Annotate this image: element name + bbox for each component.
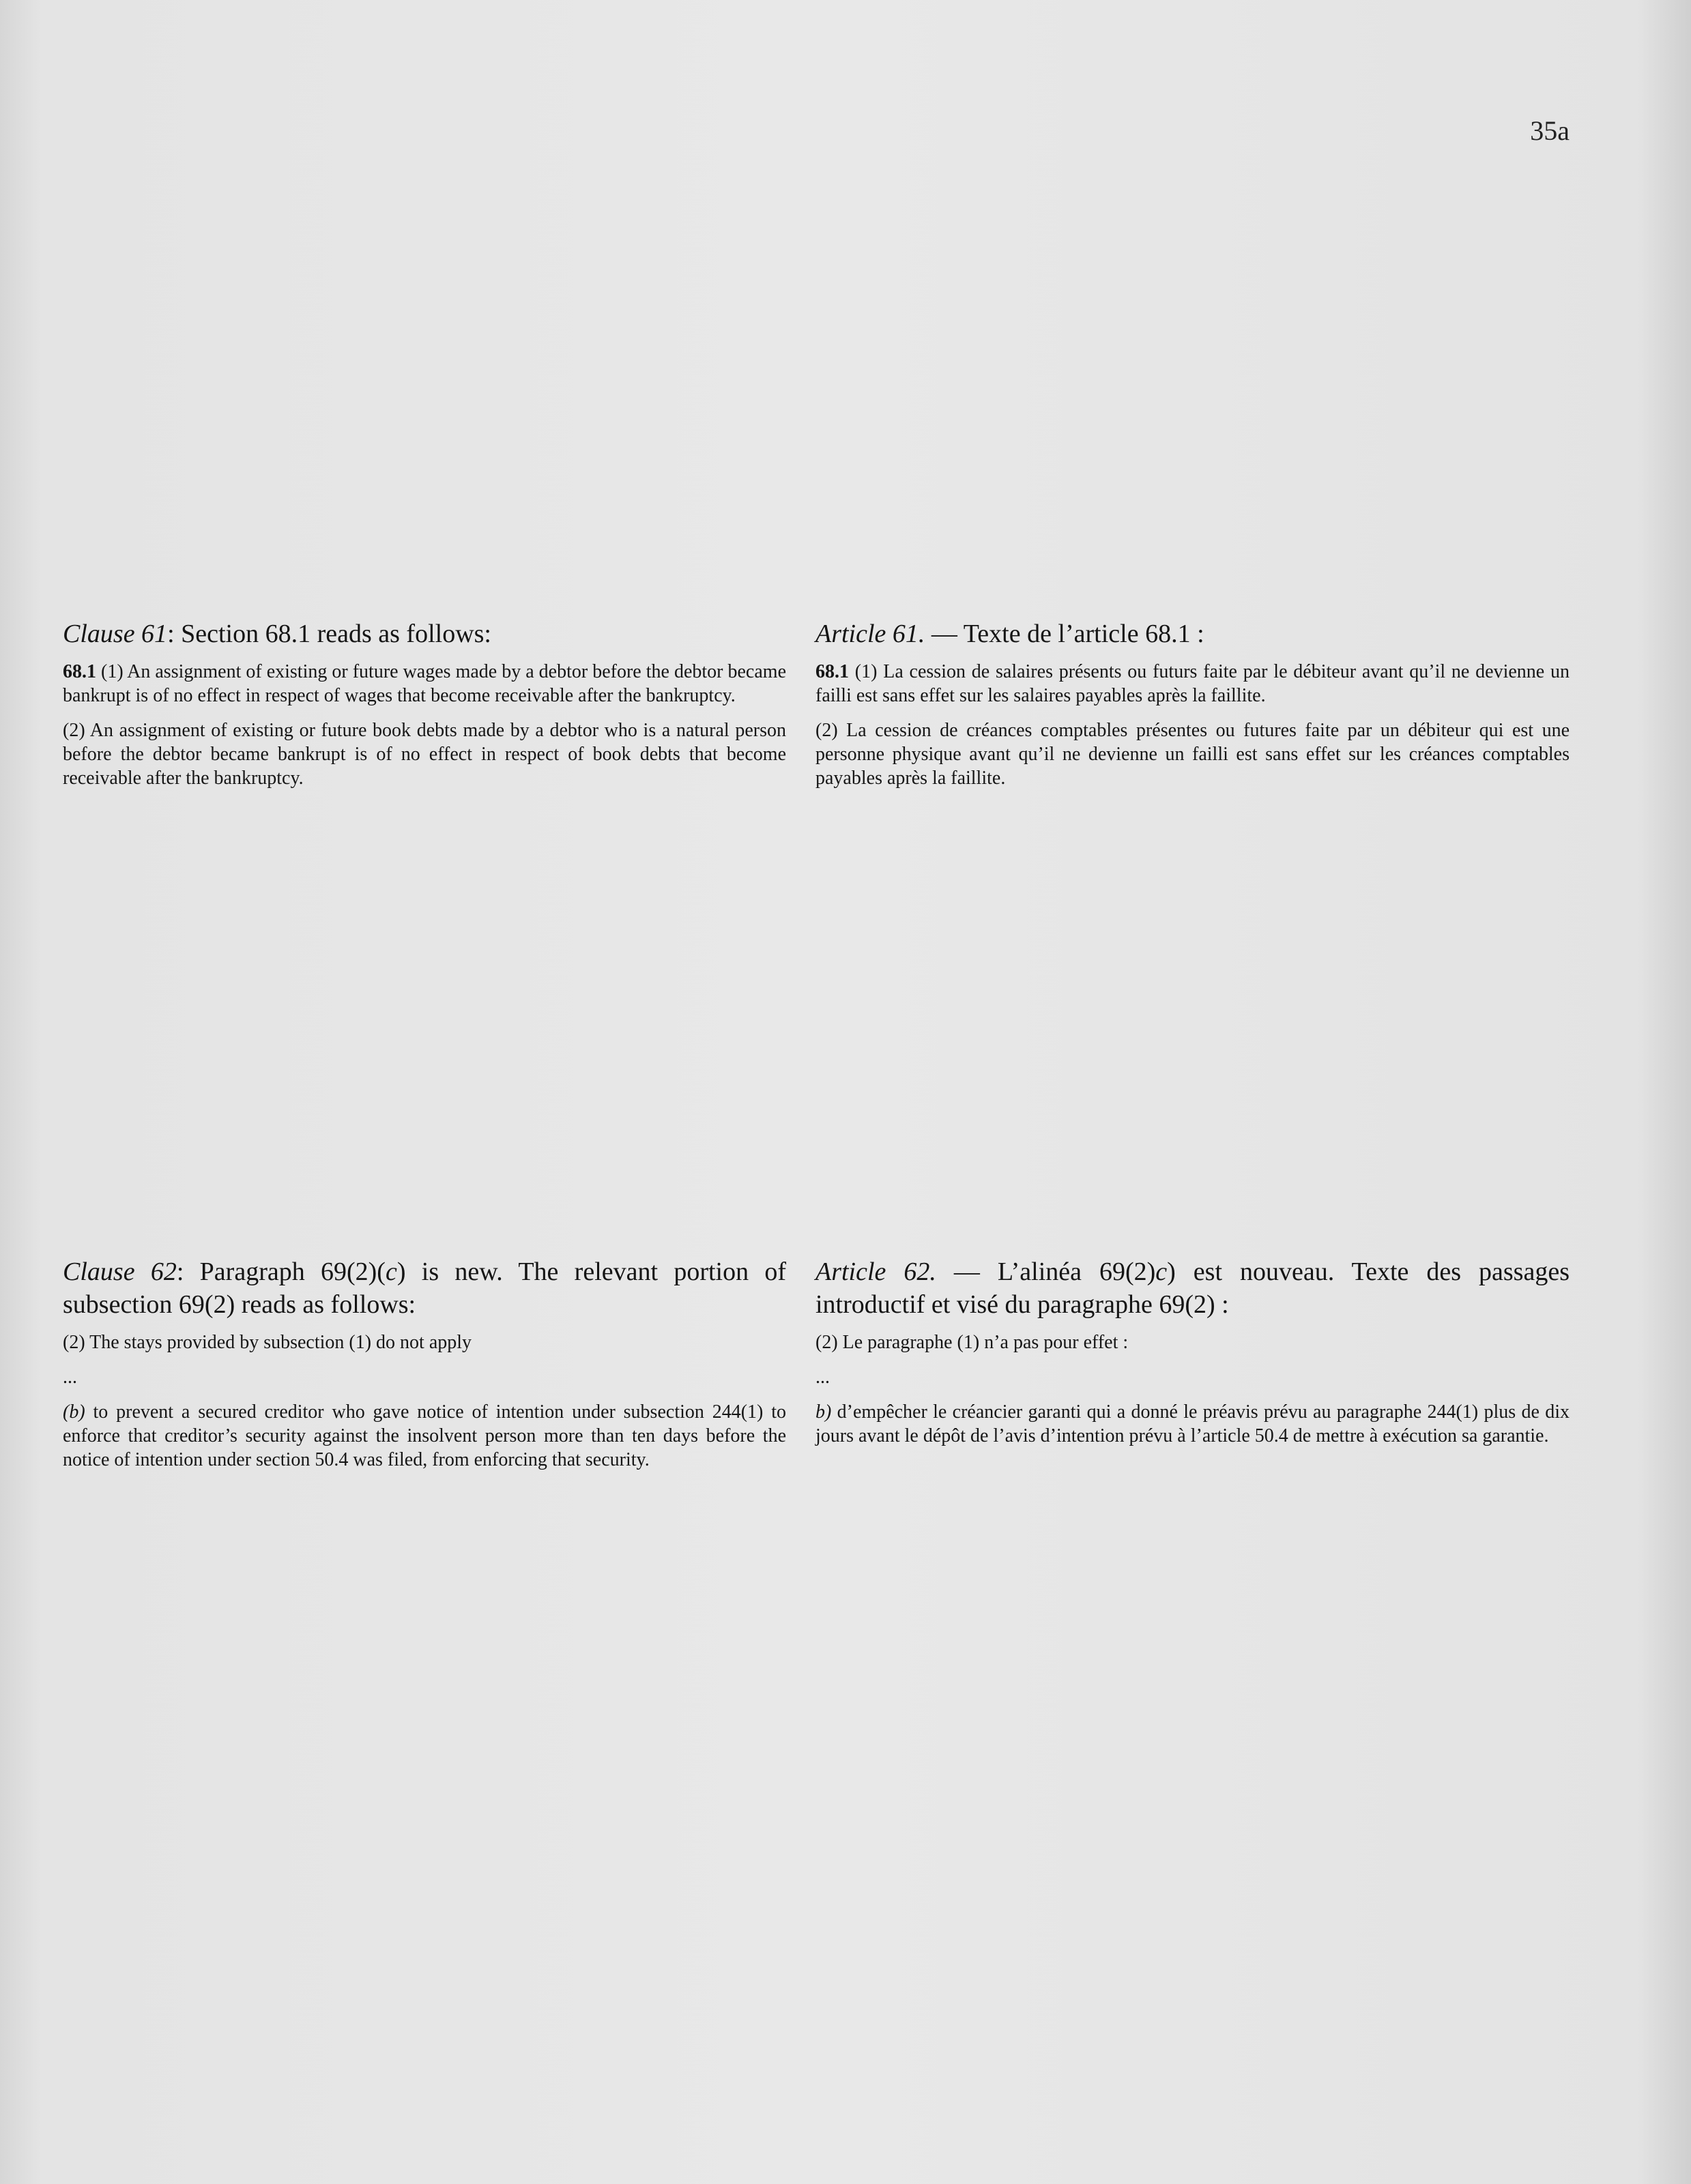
paragraph-letter: c (385, 1257, 397, 1286)
article-62-label: Article 62. (815, 1257, 936, 1286)
article-61-heading-text: — Texte de l’article 68.1 : (925, 620, 1204, 648)
article-text: (1) La cession de salaires présents ou futurs faite par le débiteur avant qu’il ne devienne un failli est sans effet sur les salaires payables après la faillite. (815, 661, 1570, 706)
article-62-french (815, 1255, 1570, 1459)
clause-61-english (63, 617, 786, 801)
clause-62-heading (63, 1255, 786, 1321)
article-68-1-paragraphe-2: (2) La cession de créances comptables présentes ou futures faite par un débiteur qui est une personne physique avant qu’il ne devienne un failli est sans effet sur les créances comptables payables après la faillite. (815, 720, 1570, 789)
article-61-label: Article 61. (815, 620, 925, 648)
subsection-69-2-intro: (2) The stays provided by subsection (1) do not apply (63, 1332, 472, 1353)
section-68-1-subsection-1 (63, 660, 786, 708)
clause-62-english (63, 1255, 786, 1483)
paragraphe-69-2-intro: (2) Le paragraphe (1) n’a pas pour effet : (815, 1332, 1129, 1353)
article-62-heading (815, 1255, 1570, 1321)
clause-62-label: Clause 62 (63, 1257, 177, 1286)
alinea-text: d’empêcher le créancier garanti qui a donné le préavis prévu au paragraphe 244(1) plus de dix jours avant le dépôt de l’avis d’intention prévu à l’article 50.4 de mettre à exécution sa garantie. (815, 1401, 1570, 1446)
clause-62-heading-text: : Paragraph 69(2)( (176, 1257, 386, 1286)
clause-61-label: Clause 61 (63, 620, 168, 648)
paragraph-letter-b: (b) (63, 1401, 85, 1423)
article-61-heading (815, 617, 1570, 650)
alinea-letter-b: b) (815, 1401, 832, 1423)
article-68-1-paragraphe-1 (815, 660, 1570, 708)
alinea-letter: c (1155, 1257, 1168, 1286)
clause-61-heading (63, 617, 786, 650)
article-62-heading-text: — L’alinéa 69(2) (936, 1257, 1156, 1286)
clause-62-heading-text-rest: ) is new. The relevant portion of subsection 69(2) reads as follows: (63, 1257, 787, 1319)
paragraph-text: to prevent a secured creditor who gave notice of intention under subsection 244(1) to enforce that creditor’s security against the insolvent person more than ten days before the notice of intention under section 50.4 was filed, from enforcing that security. (63, 1401, 786, 1470)
clause-61-heading-text: : Section 68.1 reads as follows: (167, 620, 491, 648)
section-number: 68.1 (63, 661, 96, 682)
section-68-1-subsection-2: (2) An assignment of existing or future book debts made by a debtor who is a natural person before the debtor became bankrupt is of no effect in respect of book debts that become receivable after the bankruptcy. (63, 720, 786, 789)
section-text: (1) An assignment of existing or future wages made by a debtor before the debtor became bankrupt is of no effect in respect of wages that become receivable after the bankruptcy. (63, 661, 786, 706)
paragraph-69-2-b (63, 1400, 786, 1472)
article-61-french (815, 617, 1570, 801)
page-number: 35a (1530, 115, 1570, 146)
article-62-heading-text-rest: ) est nouveau. Texte des passages introductif et visé du paragraphe 69(2) : (815, 1257, 1570, 1319)
article-number: 68.1 (815, 661, 849, 682)
alinea-69-2-b (815, 1400, 1570, 1448)
omission-marker: ... (63, 1367, 77, 1388)
omission-marker-fr: ... (815, 1367, 830, 1388)
